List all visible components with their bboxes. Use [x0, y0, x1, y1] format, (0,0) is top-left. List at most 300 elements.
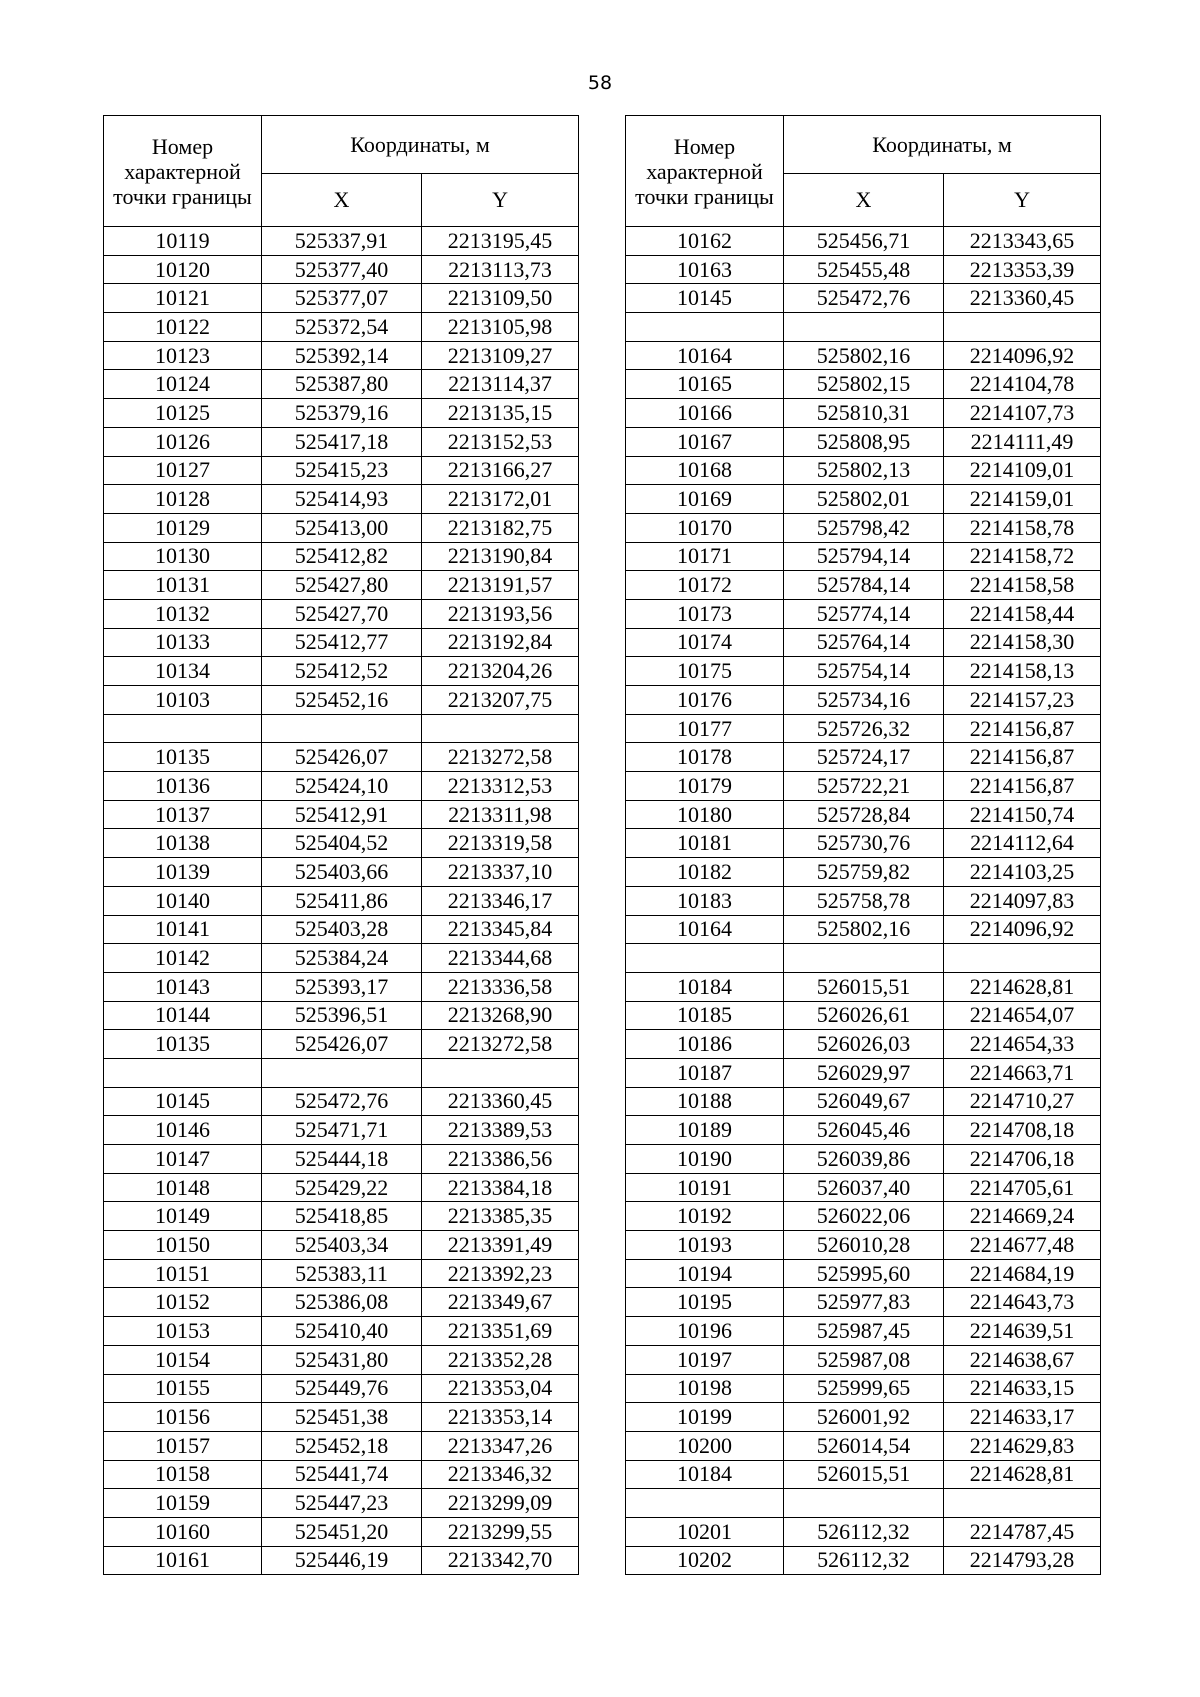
point-number-cell: 10137 — [104, 800, 262, 829]
point-number-cell: 10147 — [104, 1145, 262, 1174]
x-coordinate-cell: 525447,23 — [262, 1489, 422, 1518]
table-row — [626, 1403, 1101, 1432]
x-coordinate-cell: 525774,14 — [784, 599, 944, 628]
x-coordinate-cell: 525472,76 — [784, 284, 944, 313]
table-row — [104, 1546, 579, 1575]
coordinates-table-right — [625, 115, 1101, 1575]
point-number-cell: 10128 — [104, 485, 262, 514]
table-row — [104, 829, 579, 858]
x-coordinate-cell: 526026,61 — [784, 1001, 944, 1030]
table-row — [104, 227, 579, 256]
x-coordinate-cell: 525802,15 — [784, 370, 944, 399]
x-coordinate-cell: 526037,40 — [784, 1173, 944, 1202]
table-row — [104, 1345, 579, 1374]
table-row — [104, 1058, 579, 1087]
table-row — [626, 1374, 1101, 1403]
y-coordinate-cell: 2213352,28 — [422, 1345, 579, 1374]
x-coordinate-cell: 526015,51 — [784, 1460, 944, 1489]
x-coordinate-cell: 526015,51 — [784, 972, 944, 1001]
table-row — [626, 227, 1101, 256]
table-row — [626, 1431, 1101, 1460]
x-coordinate-cell: 525452,16 — [262, 686, 422, 715]
x-coordinate-cell: 525410,40 — [262, 1317, 422, 1346]
y-coordinate-cell: 2214639,51 — [944, 1317, 1101, 1346]
y-coordinate-cell: 2214663,71 — [944, 1058, 1101, 1087]
point-number-cell: 10170 — [626, 513, 784, 542]
table-row — [104, 513, 579, 542]
x-coordinate-cell: 525411,86 — [262, 886, 422, 915]
point-number-cell: 10191 — [626, 1173, 784, 1202]
y-coordinate-cell: 2213392,23 — [422, 1259, 579, 1288]
y-coordinate-cell: 2214157,23 — [944, 686, 1101, 715]
table-row — [626, 571, 1101, 600]
table-row — [626, 1489, 1101, 1518]
table-row — [104, 1317, 579, 1346]
table-row — [104, 313, 579, 342]
y-coordinate-cell: 2214633,17 — [944, 1403, 1101, 1432]
table-row — [104, 628, 579, 657]
x-coordinate-cell: 525472,76 — [262, 1087, 422, 1116]
table-row — [104, 599, 579, 628]
x-coordinate-cell: 526039,86 — [784, 1145, 944, 1174]
point-number-cell: 10197 — [626, 1345, 784, 1374]
table-row — [626, 1030, 1101, 1059]
y-coordinate-cell: 2213351,69 — [422, 1317, 579, 1346]
point-number-cell: 10183 — [626, 886, 784, 915]
header-x: X — [262, 174, 422, 227]
x-coordinate-cell: 525431,80 — [262, 1345, 422, 1374]
x-coordinate-cell: 526049,67 — [784, 1087, 944, 1116]
y-coordinate-cell: 2213190,84 — [422, 542, 579, 571]
x-coordinate-cell: 525426,07 — [262, 1030, 422, 1059]
x-coordinate-cell: 525449,76 — [262, 1374, 422, 1403]
table-row — [104, 686, 579, 715]
y-coordinate-cell: 2214643,73 — [944, 1288, 1101, 1317]
point-number-cell: 10144 — [104, 1001, 262, 1030]
table-row — [626, 944, 1101, 973]
x-coordinate-cell: 525977,83 — [784, 1288, 944, 1317]
point-number-cell: 10161 — [104, 1546, 262, 1575]
x-coordinate-cell: 525396,51 — [262, 1001, 422, 1030]
y-coordinate-cell: 2213336,58 — [422, 972, 579, 1001]
table-row — [626, 313, 1101, 342]
y-coordinate-cell: 2213347,26 — [422, 1431, 579, 1460]
y-coordinate-cell: 2213105,98 — [422, 313, 579, 342]
y-coordinate-cell — [944, 944, 1101, 973]
x-coordinate-cell: 525451,20 — [262, 1517, 422, 1546]
y-coordinate-cell: 2213135,15 — [422, 399, 579, 428]
x-coordinate-cell: 525403,28 — [262, 915, 422, 944]
point-number-cell — [626, 1489, 784, 1518]
x-coordinate-cell: 525810,31 — [784, 399, 944, 428]
x-coordinate-cell: 525808,95 — [784, 427, 944, 456]
point-number-cell — [626, 313, 784, 342]
y-coordinate-cell: 2213319,58 — [422, 829, 579, 858]
y-coordinate-cell: 2214710,27 — [944, 1087, 1101, 1116]
table-row — [104, 1259, 579, 1288]
x-coordinate-cell: 525393,17 — [262, 972, 422, 1001]
point-number-cell: 10190 — [626, 1145, 784, 1174]
point-number-cell: 10181 — [626, 829, 784, 858]
point-number-cell: 10171 — [626, 542, 784, 571]
y-coordinate-cell: 2214158,72 — [944, 542, 1101, 571]
table-row — [626, 972, 1101, 1001]
table-row — [104, 542, 579, 571]
x-coordinate-cell: 525995,60 — [784, 1259, 944, 1288]
x-coordinate-cell: 526022,06 — [784, 1202, 944, 1231]
x-coordinate-cell — [262, 1058, 422, 1087]
table-row — [104, 1374, 579, 1403]
point-number-cell: 10192 — [626, 1202, 784, 1231]
y-coordinate-cell: 2214111,49 — [944, 427, 1101, 456]
point-number-cell: 10166 — [626, 399, 784, 428]
point-number-cell: 10184 — [626, 972, 784, 1001]
point-number-cell: 10167 — [626, 427, 784, 456]
x-coordinate-cell: 525427,70 — [262, 599, 422, 628]
point-number-cell: 10187 — [626, 1058, 784, 1087]
y-coordinate-cell — [422, 1058, 579, 1087]
point-number-cell: 10149 — [104, 1202, 262, 1231]
table-row — [626, 772, 1101, 801]
x-coordinate-cell: 525403,66 — [262, 858, 422, 887]
table-row — [626, 370, 1101, 399]
x-coordinate-cell: 525379,16 — [262, 399, 422, 428]
y-coordinate-cell: 2213343,65 — [944, 227, 1101, 256]
x-coordinate-cell: 526045,46 — [784, 1116, 944, 1145]
table-row — [626, 1460, 1101, 1489]
y-coordinate-cell: 2214654,33 — [944, 1030, 1101, 1059]
header-point-number: Номер характерной точки границы — [626, 116, 784, 227]
coordinates-table-left — [103, 115, 579, 1575]
point-number-cell: 10179 — [626, 772, 784, 801]
point-number-cell: 10134 — [104, 657, 262, 686]
point-number-cell: 10178 — [626, 743, 784, 772]
table-row — [626, 1087, 1101, 1116]
y-coordinate-cell: 2213337,10 — [422, 858, 579, 887]
y-coordinate-cell: 2214107,73 — [944, 399, 1101, 428]
x-coordinate-cell: 525412,52 — [262, 657, 422, 686]
point-number-cell: 10133 — [104, 628, 262, 657]
table-row — [626, 1001, 1101, 1030]
x-coordinate-cell: 525759,82 — [784, 858, 944, 887]
table-row — [626, 1259, 1101, 1288]
point-number-cell: 10141 — [104, 915, 262, 944]
point-number-cell: 10184 — [626, 1460, 784, 1489]
x-coordinate-cell: 525403,34 — [262, 1231, 422, 1260]
y-coordinate-cell: 2214109,01 — [944, 456, 1101, 485]
point-number-cell — [104, 714, 262, 743]
y-coordinate-cell: 2214150,74 — [944, 800, 1101, 829]
point-number-cell: 10155 — [104, 1374, 262, 1403]
point-number-cell: 10173 — [626, 599, 784, 628]
table-row — [626, 255, 1101, 284]
y-coordinate-cell: 2213346,32 — [422, 1460, 579, 1489]
x-coordinate-cell: 525726,32 — [784, 714, 944, 743]
table-row — [104, 1460, 579, 1489]
header-x: X — [784, 174, 944, 227]
point-number-cell: 10140 — [104, 886, 262, 915]
y-coordinate-cell: 2214708,18 — [944, 1116, 1101, 1145]
y-coordinate-cell: 2213353,04 — [422, 1374, 579, 1403]
x-coordinate-cell: 525798,42 — [784, 513, 944, 542]
table-row — [104, 427, 579, 456]
x-coordinate-cell: 525426,07 — [262, 743, 422, 772]
table-row — [104, 944, 579, 973]
point-number-cell: 10119 — [104, 227, 262, 256]
y-coordinate-cell: 2214629,83 — [944, 1431, 1101, 1460]
x-coordinate-cell: 525413,00 — [262, 513, 422, 542]
table-row — [626, 686, 1101, 715]
point-number-cell: 10188 — [626, 1087, 784, 1116]
x-coordinate-cell: 525734,16 — [784, 686, 944, 715]
y-coordinate-cell: 2214096,92 — [944, 915, 1101, 944]
table-row — [626, 800, 1101, 829]
point-number-cell: 10199 — [626, 1403, 784, 1432]
y-coordinate-cell: 2213195,45 — [422, 227, 579, 256]
point-number-cell: 10148 — [104, 1173, 262, 1202]
x-coordinate-cell: 525724,17 — [784, 743, 944, 772]
point-number-cell: 10174 — [626, 628, 784, 657]
point-number-cell: 10125 — [104, 399, 262, 428]
table-row — [104, 456, 579, 485]
x-coordinate-cell: 525444,18 — [262, 1145, 422, 1174]
table-row — [104, 858, 579, 887]
table-row — [104, 1202, 579, 1231]
point-number-cell: 10164 — [626, 915, 784, 944]
table-row — [104, 485, 579, 514]
table-row — [626, 1202, 1101, 1231]
y-coordinate-cell: 2213311,98 — [422, 800, 579, 829]
table-row — [104, 972, 579, 1001]
table-row — [104, 714, 579, 743]
y-coordinate-cell: 2214638,67 — [944, 1345, 1101, 1374]
y-coordinate-cell — [944, 1489, 1101, 1518]
point-number-cell: 10168 — [626, 456, 784, 485]
table-row — [626, 915, 1101, 944]
x-coordinate-cell: 525471,71 — [262, 1116, 422, 1145]
point-number-cell: 10131 — [104, 571, 262, 600]
table-row — [104, 284, 579, 313]
x-coordinate-cell: 525784,14 — [784, 571, 944, 600]
point-number-cell: 10193 — [626, 1231, 784, 1260]
point-number-cell: 10175 — [626, 657, 784, 686]
point-number-cell — [104, 1058, 262, 1087]
y-coordinate-cell: 2214097,83 — [944, 886, 1101, 915]
point-number-cell: 10126 — [104, 427, 262, 456]
y-coordinate-cell: 2213109,27 — [422, 341, 579, 370]
point-number-cell: 10172 — [626, 571, 784, 600]
table-row — [626, 657, 1101, 686]
x-coordinate-cell: 525412,91 — [262, 800, 422, 829]
y-coordinate-cell: 2214104,78 — [944, 370, 1101, 399]
table-row — [104, 571, 579, 600]
x-coordinate-cell: 525372,54 — [262, 313, 422, 342]
x-coordinate-cell: 526001,92 — [784, 1403, 944, 1432]
table-row — [104, 1431, 579, 1460]
x-coordinate-cell: 526029,97 — [784, 1058, 944, 1087]
x-coordinate-cell: 526026,03 — [784, 1030, 944, 1059]
x-coordinate-cell: 525412,77 — [262, 628, 422, 657]
y-coordinate-cell: 2214112,64 — [944, 829, 1101, 858]
point-number-cell: 10135 — [104, 743, 262, 772]
point-number-cell: 10150 — [104, 1231, 262, 1260]
x-coordinate-cell: 525802,13 — [784, 456, 944, 485]
x-coordinate-cell: 526112,32 — [784, 1517, 944, 1546]
table-row — [626, 743, 1101, 772]
x-coordinate-cell: 525417,18 — [262, 427, 422, 456]
y-coordinate-cell: 2214158,44 — [944, 599, 1101, 628]
header-coordinates: Координаты, м — [262, 116, 579, 174]
y-coordinate-cell: 2213109,50 — [422, 284, 579, 313]
point-number-cell: 10163 — [626, 255, 784, 284]
table-row — [104, 1288, 579, 1317]
y-coordinate-cell: 2214159,01 — [944, 485, 1101, 514]
point-number-cell: 10195 — [626, 1288, 784, 1317]
table-row — [626, 1116, 1101, 1145]
x-coordinate-cell: 525386,08 — [262, 1288, 422, 1317]
table-row — [626, 1546, 1101, 1575]
table-row — [104, 886, 579, 915]
x-coordinate-cell: 525730,76 — [784, 829, 944, 858]
y-coordinate-cell: 2214669,24 — [944, 1202, 1101, 1231]
table-row — [104, 370, 579, 399]
y-coordinate-cell — [944, 313, 1101, 342]
x-coordinate-cell: 525802,16 — [784, 341, 944, 370]
table-row — [626, 485, 1101, 514]
x-coordinate-cell: 525424,10 — [262, 772, 422, 801]
point-number-cell: 10157 — [104, 1431, 262, 1460]
point-number-cell: 10189 — [626, 1116, 784, 1145]
x-coordinate-cell: 525728,84 — [784, 800, 944, 829]
table-row — [626, 513, 1101, 542]
point-number-cell: 10146 — [104, 1116, 262, 1145]
point-number-cell: 10198 — [626, 1374, 784, 1403]
x-coordinate-cell: 525337,91 — [262, 227, 422, 256]
y-coordinate-cell: 2214787,45 — [944, 1517, 1101, 1546]
x-coordinate-cell — [262, 714, 422, 743]
table-row — [104, 1173, 579, 1202]
point-number-cell: 10177 — [626, 714, 784, 743]
header-y: Y — [944, 174, 1101, 227]
point-number-cell: 10127 — [104, 456, 262, 485]
point-number-cell: 10121 — [104, 284, 262, 313]
point-number-cell: 10185 — [626, 1001, 784, 1030]
point-number-cell: 10165 — [626, 370, 784, 399]
x-coordinate-cell: 525455,48 — [784, 255, 944, 284]
point-number-cell — [626, 944, 784, 973]
point-number-cell: 10123 — [104, 341, 262, 370]
table-row — [104, 800, 579, 829]
header-coordinates: Координаты, м — [784, 116, 1101, 174]
y-coordinate-cell: 2214633,15 — [944, 1374, 1101, 1403]
point-number-cell: 10156 — [104, 1403, 262, 1432]
y-coordinate-cell: 2214103,25 — [944, 858, 1101, 887]
x-coordinate-cell: 526112,32 — [784, 1546, 944, 1575]
x-coordinate-cell: 525456,71 — [784, 227, 944, 256]
table-row — [626, 1231, 1101, 1260]
x-coordinate-cell: 525418,85 — [262, 1202, 422, 1231]
y-coordinate-cell: 2213385,35 — [422, 1202, 579, 1231]
y-coordinate-cell: 2213182,75 — [422, 513, 579, 542]
point-number-cell: 10201 — [626, 1517, 784, 1546]
y-coordinate-cell: 2213360,45 — [422, 1087, 579, 1116]
point-number-cell: 10103 — [104, 686, 262, 715]
point-number-cell: 10196 — [626, 1317, 784, 1346]
x-coordinate-cell: 525987,08 — [784, 1345, 944, 1374]
point-number-cell: 10145 — [626, 284, 784, 313]
y-coordinate-cell: 2214156,87 — [944, 743, 1101, 772]
x-coordinate-cell: 525987,45 — [784, 1317, 944, 1346]
table-row — [104, 915, 579, 944]
header-point-number: Номер характерной точки границы — [104, 116, 262, 227]
y-coordinate-cell: 2214654,07 — [944, 1001, 1101, 1030]
y-coordinate-cell: 2214158,58 — [944, 571, 1101, 600]
y-coordinate-cell: 2213360,45 — [944, 284, 1101, 313]
y-coordinate-cell: 2213113,73 — [422, 255, 579, 284]
point-number-cell: 10132 — [104, 599, 262, 628]
point-number-cell: 10124 — [104, 370, 262, 399]
table-row — [626, 341, 1101, 370]
x-coordinate-cell: 525429,22 — [262, 1173, 422, 1202]
table-row — [104, 772, 579, 801]
y-coordinate-cell: 2213299,55 — [422, 1517, 579, 1546]
x-coordinate-cell: 525802,01 — [784, 485, 944, 514]
y-coordinate-cell: 2213389,53 — [422, 1116, 579, 1145]
x-coordinate-cell: 525404,52 — [262, 829, 422, 858]
point-number-cell: 10145 — [104, 1087, 262, 1116]
table-row — [104, 1231, 579, 1260]
point-number-cell: 10143 — [104, 972, 262, 1001]
x-coordinate-cell: 525754,14 — [784, 657, 944, 686]
x-coordinate-cell — [784, 944, 944, 973]
table-row — [104, 1517, 579, 1546]
table-row — [104, 1001, 579, 1030]
x-coordinate-cell: 525999,65 — [784, 1374, 944, 1403]
y-coordinate-cell: 2214158,78 — [944, 513, 1101, 542]
y-coordinate-cell: 2213386,56 — [422, 1145, 579, 1174]
table-row — [104, 255, 579, 284]
y-coordinate-cell: 2214628,81 — [944, 972, 1101, 1001]
y-coordinate-cell: 2213207,75 — [422, 686, 579, 715]
x-coordinate-cell: 525758,78 — [784, 886, 944, 915]
table-row — [626, 1317, 1101, 1346]
y-coordinate-cell: 2213353,14 — [422, 1403, 579, 1432]
y-coordinate-cell: 2214156,87 — [944, 772, 1101, 801]
point-number-cell: 10142 — [104, 944, 262, 973]
y-coordinate-cell: 2214096,92 — [944, 341, 1101, 370]
table-row — [626, 1288, 1101, 1317]
table-row — [626, 1058, 1101, 1087]
point-number-cell: 10152 — [104, 1288, 262, 1317]
x-coordinate-cell: 525764,14 — [784, 628, 944, 657]
y-coordinate-cell: 2213192,84 — [422, 628, 579, 657]
table-row — [626, 886, 1101, 915]
x-coordinate-cell: 525383,11 — [262, 1259, 422, 1288]
y-coordinate-cell: 2214705,61 — [944, 1173, 1101, 1202]
x-coordinate-cell: 525412,82 — [262, 542, 422, 571]
point-number-cell: 10160 — [104, 1517, 262, 1546]
x-coordinate-cell: 525387,80 — [262, 370, 422, 399]
table-row — [626, 1517, 1101, 1546]
point-number-cell: 10202 — [626, 1546, 784, 1575]
table-row — [626, 714, 1101, 743]
y-coordinate-cell: 2213342,70 — [422, 1546, 579, 1575]
table-row — [104, 399, 579, 428]
y-coordinate-cell: 2213152,53 — [422, 427, 579, 456]
y-coordinate-cell: 2213272,58 — [422, 1030, 579, 1059]
point-number-cell: 10136 — [104, 772, 262, 801]
table-row — [104, 1403, 579, 1432]
